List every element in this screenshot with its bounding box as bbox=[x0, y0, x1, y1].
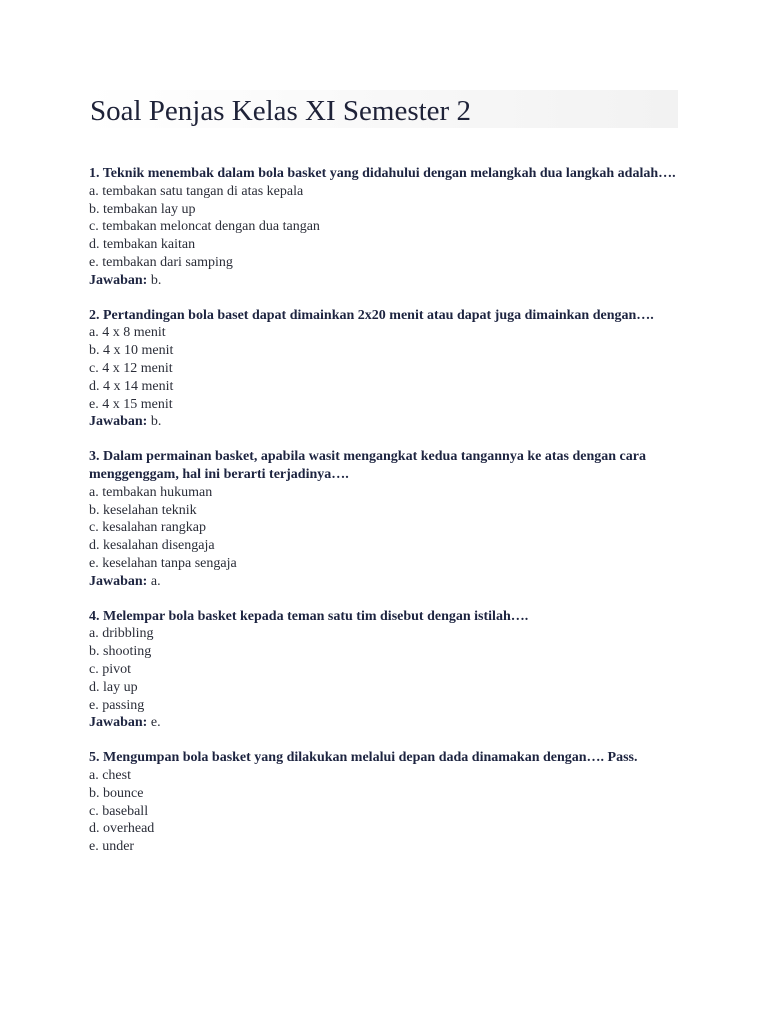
page-title: Soal Penjas Kelas XI Semester 2 bbox=[90, 95, 471, 127]
option-c: c. kesalahan rangkap bbox=[89, 520, 206, 536]
answer-line bbox=[89, 272, 689, 290]
question-text: 4. Melempar bola basket kepada teman satu tim disebut dengan istilah…. bbox=[89, 608, 529, 624]
option-e: e. keselahan tanpa sengaja bbox=[89, 555, 237, 571]
option-b: b. 4 x 10 menit bbox=[89, 343, 174, 359]
question-text: 1. Teknik menembak dalam bola basket yang didahului dengan melangkah dua langkah adalah…. bbox=[89, 166, 676, 181]
question-text: 2. Pertandingan bola baset dapat dimainkan 2x20 menit atau dapat juga dimainkan dengan…. bbox=[89, 307, 654, 323]
option-e: e. passing bbox=[89, 697, 145, 713]
option-b: b. tembakan lay up bbox=[89, 201, 196, 217]
option-b: b. keselahan teknik bbox=[89, 502, 197, 518]
option-a: a. 4 x 8 menit bbox=[89, 325, 166, 341]
option-c: c. pivot bbox=[89, 661, 131, 677]
question-text: 5. Mengumpan bola basket yang dilakukan melalui depan dada dinamakan dengan…. Pass. bbox=[89, 750, 638, 766]
option-a: a. chest bbox=[89, 767, 131, 783]
answer-label: Jawaban: bbox=[89, 272, 148, 288]
answer-value: e. bbox=[150, 715, 161, 731]
question-2 bbox=[89, 307, 689, 432]
option-e: e. tembakan dari samping bbox=[89, 254, 233, 270]
option-a: a. dribbling bbox=[89, 626, 154, 642]
answer-value: b. bbox=[150, 414, 162, 430]
option-d: d. kesalahan disengaja bbox=[89, 538, 215, 554]
option-d: d. tembakan kaitan bbox=[89, 237, 196, 253]
answer-line bbox=[89, 573, 689, 591]
answer-label: Jawaban: bbox=[89, 414, 148, 430]
question-5 bbox=[89, 749, 689, 856]
option-b: b. bounce bbox=[89, 785, 144, 801]
question-4 bbox=[89, 608, 689, 733]
question-text: 3. Dalam permainan basket, apabila wasit mengangkat kedua tangannya ke atas dengan cara menggenggam, hal ini berarti terjadinya…. bbox=[89, 449, 646, 482]
answer-line bbox=[89, 413, 689, 431]
option-d: d. 4 x 14 menit bbox=[89, 378, 174, 394]
option-e: e. 4 x 15 menit bbox=[89, 396, 173, 412]
answer-label: Jawaban: bbox=[89, 715, 148, 731]
question-list bbox=[89, 165, 689, 873]
question-3 bbox=[89, 448, 689, 590]
option-d: d. lay up bbox=[89, 679, 138, 695]
answer-line bbox=[89, 714, 689, 732]
question-1 bbox=[89, 165, 689, 290]
option-b: b. shooting bbox=[89, 644, 152, 660]
option-a: a. tembakan hukuman bbox=[89, 484, 213, 500]
option-d: d. overhead bbox=[89, 821, 155, 837]
option-a: a. tembakan satu tangan di atas kepala bbox=[89, 183, 304, 199]
answer-value: b. bbox=[150, 272, 162, 288]
option-c: c. tembakan meloncat dengan dua tangan bbox=[89, 219, 320, 235]
answer-label: Jawaban: bbox=[89, 573, 148, 589]
option-e: e. under bbox=[89, 839, 135, 855]
answer-value: a. bbox=[150, 573, 161, 589]
option-c: c. baseball bbox=[89, 803, 149, 819]
option-c: c. 4 x 12 menit bbox=[89, 360, 173, 376]
